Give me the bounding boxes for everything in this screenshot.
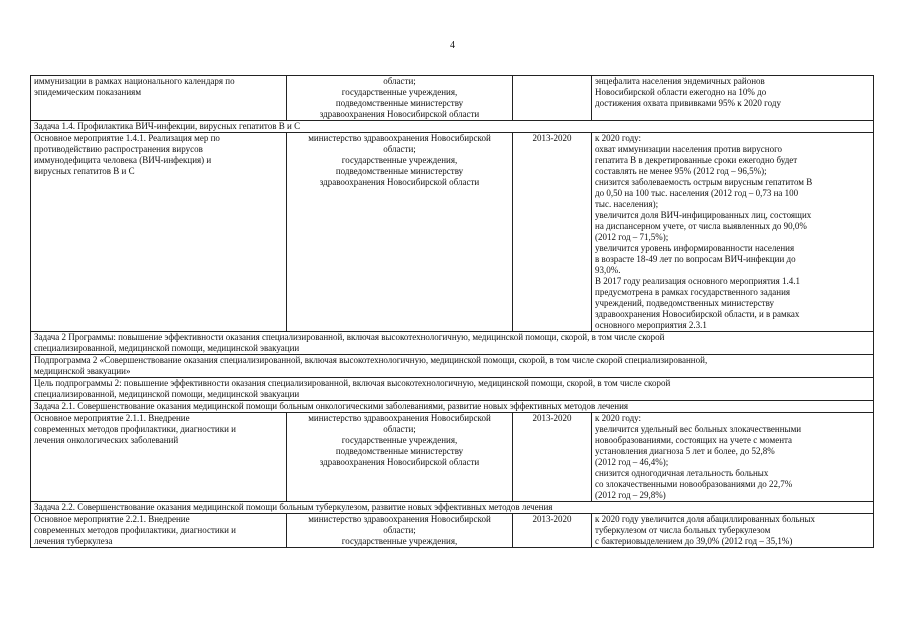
activity-cell <box>31 413 287 502</box>
cell-line: иммунодефицита человека (ВИЧ-инфекция) и <box>34 155 212 165</box>
cell-line: гепатита В в декретированные сроки ежегодно будет <box>595 155 798 165</box>
cell-line: министерство здравоохранения Новосибирской <box>308 413 491 423</box>
activity-row <box>31 413 874 502</box>
table-body <box>31 76 874 548</box>
section-title: Задача 2.2. Совершенствование оказания медицинской помощи больным туберкулезом, развитие новых эффективных методов лечения <box>34 502 553 512</box>
cell-line: увеличится удельный вес больных злокачественными <box>595 424 802 434</box>
cell-line: новообразованиями, состоящих на учете с момента <box>595 435 793 445</box>
cell-line: учреждений, подведомственных министерству <box>595 298 775 308</box>
activity-cell <box>31 514 287 548</box>
activity-row <box>31 76 874 121</box>
cell-line: (2012 год – 71,5%); <box>595 232 669 242</box>
cell-line: здравоохранения Новосибирской области, и в рамках <box>595 309 800 319</box>
section-cell <box>31 502 874 514</box>
section-row <box>31 502 874 514</box>
cell-line: энцефалита населения эндемичных районов <box>595 76 765 86</box>
cell-line: до 0,50 на 100 тыс. населения (2012 год – 0,73 на 100 <box>595 188 799 198</box>
cell-line: Основное мероприятие 2.2.1. Внедрение <box>34 514 190 524</box>
cell-line: противодействию распространения вирусов <box>34 144 203 154</box>
section-row <box>31 332 874 355</box>
cell-line: к 2020 году: <box>595 133 642 143</box>
cell-line: области; <box>383 144 416 154</box>
cell-line: 93,0%. <box>595 265 621 275</box>
cell-line: области; <box>383 424 416 434</box>
cell-line: составлять не менее 95% (2012 год – 96,5%); <box>595 166 767 176</box>
section-cell <box>31 121 874 133</box>
cell-line: на диспансерном учете, от числа выявленных до 90,0% <box>595 221 807 231</box>
cell-line: лечения туберкулеза <box>34 536 113 546</box>
cell-line: с бактериовыделением до 39,0% (2012 год – 35,1%) <box>595 536 793 546</box>
executor-cell <box>287 413 513 502</box>
page-number: 4 <box>450 40 455 51</box>
cell-line: министерство здравоохранения Новосибирской <box>308 514 491 524</box>
cell-line: Новосибирской области ежегодно на 10% до <box>595 87 767 97</box>
cell-line: тыс. населения); <box>595 199 659 209</box>
section-row <box>31 401 874 413</box>
result-cell <box>592 413 874 502</box>
cell-line: здравоохранения Новосибирской области <box>319 177 480 187</box>
section-title-line: Цель подпрограммы 2: повышение эффективности оказания специализированной, включая высокотехнологичную, медицинской помощи, скорой, в том числе скорой <box>34 378 671 388</box>
section-title-line: Подпрограмма 2 «Совершенствование оказания специализированной, включая высокотехнологичную, медицинской помощи, скорой, в том числе скорой специализированной, <box>34 355 708 365</box>
period-cell <box>513 514 592 548</box>
result-cell <box>592 133 874 332</box>
section-title: Задача 1.4. Профилактика ВИЧ-инфекции, вирусных гепатитов В и С <box>34 121 301 131</box>
cell-line: государственные учреждения, <box>341 155 458 165</box>
cell-line: современных методов профилактики, диагностики и <box>34 424 236 434</box>
cell-line: снизится одногодичная летальность больных <box>595 468 769 478</box>
period-cell <box>513 413 592 502</box>
cell-line: государственные учреждения, <box>341 536 458 546</box>
section-title-line: Задача 2 Программы: повышение эффективности оказания специализированной, включая высокотехнологичную, медицинской помощи, скорой, в том числе скорой <box>34 332 665 342</box>
cell-line: государственные учреждения, <box>341 435 458 445</box>
section-title: Задача 2.1. Совершенствование оказания медицинской помощи больным онкологическими заболеваниями, развитие новых эффективных методов лечения <box>34 401 629 411</box>
activity-cell <box>31 133 287 332</box>
cell-line: вирусных гепатитов В и С <box>34 166 135 176</box>
section-cell <box>31 401 874 413</box>
cell-line: основного мероприятия 2.3.1 <box>595 320 707 330</box>
activity-row <box>31 514 874 548</box>
cell-line: достижения охвата прививками 95% к 2020 году <box>595 98 781 108</box>
cell-line: здравоохранения Новосибирской области <box>319 109 480 119</box>
cell-line: охват иммунизации населения против вирусного <box>595 144 783 154</box>
cell-line: 2013-2020 <box>532 133 572 143</box>
section-row <box>31 121 874 133</box>
cell-line: Основное мероприятие 1.4.1. Реализация мер по <box>34 133 220 143</box>
cell-line: государственные учреждения, <box>341 87 458 97</box>
cell-line: В 2017 году реализация основного мероприятия 1.4.1 <box>595 276 801 286</box>
cell-line: подведомственные министерству <box>335 446 464 456</box>
cell-line: со злокачественными новообразованиями до 22,7% <box>595 479 793 489</box>
section-title-line: специализированной, медицинской помощи, медицинской эвакуации <box>34 343 300 353</box>
cell-line: предусмотрена в рамках государственного задания <box>595 287 791 297</box>
cell-line: (2012 год – 29,8%) <box>595 490 666 500</box>
result-cell <box>592 514 874 548</box>
section-title-line: специализированной, медицинской помощи, медицинской эвакуации <box>34 389 300 399</box>
section-cell <box>31 355 874 378</box>
period-cell <box>513 133 592 332</box>
cell-line: установления диагноза 5 лет и более, до 52,8% <box>595 446 775 456</box>
cell-line: подведомственные министерству <box>335 166 464 176</box>
cell-line: области; <box>383 76 416 86</box>
cell-line: снизится заболеваемость острым вирусным гепатитом В <box>595 177 813 187</box>
cell-line: подведомственные министерству <box>335 98 464 108</box>
cell-line: увеличится уровень информированности населения <box>595 243 795 253</box>
cell-line: эпидемическим показаниям <box>34 87 142 97</box>
cell-line: лечения онкологических заболеваний <box>34 435 179 445</box>
cell-line: к 2020 году: <box>595 413 642 423</box>
section-title-line: медицинской эвакуации» <box>34 366 131 376</box>
activity-row <box>31 133 874 332</box>
period-cell <box>513 76 592 121</box>
section-row <box>31 378 874 401</box>
cell-line: 2013-2020 <box>532 514 572 524</box>
activity-cell <box>31 76 287 121</box>
cell-line: области; <box>383 525 416 535</box>
executor-cell <box>287 514 513 548</box>
executor-cell <box>287 76 513 121</box>
cell-line: (2012 год – 46,4%); <box>595 457 669 467</box>
executor-cell <box>287 133 513 332</box>
section-cell <box>31 332 874 355</box>
cell-line: туберкулезом от числа больных туберкулезом <box>595 525 771 535</box>
result-cell <box>592 76 874 121</box>
cell-line: современных методов профилактики, диагностики и <box>34 525 236 535</box>
cell-line: министерство здравоохранения Новосибирской <box>308 133 491 143</box>
cell-line: в возрасте 18-49 лет по вопросам ВИЧ-инфекции до <box>595 254 796 264</box>
section-cell <box>31 378 874 401</box>
cell-line: здравоохранения Новосибирской области <box>319 457 480 467</box>
section-row <box>31 355 874 378</box>
cell-line: к 2020 году увеличится доля абациллированных больных <box>595 514 815 524</box>
program-activities-table <box>30 75 874 548</box>
cell-line: увеличится доля ВИЧ-инфицированных лиц, состоящих <box>595 210 812 220</box>
cell-line: 2013-2020 <box>532 413 572 423</box>
cell-line: иммунизации в рамках национального календаря по <box>34 76 235 86</box>
cell-line: Основное мероприятие 2.1.1. Внедрение <box>34 413 190 423</box>
